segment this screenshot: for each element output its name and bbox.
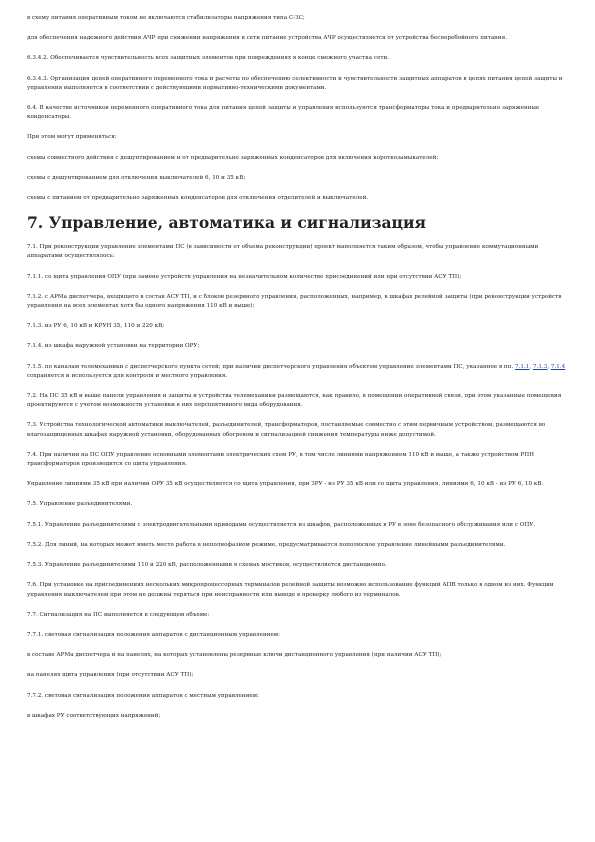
paragraph-scheme-1: схемы совместного действия с дешунтированием и от предварительно заряженных конденсаторов для включения короткозамыкателей; xyxy=(27,154,439,161)
paragraph-scheme-2: схемы с дешунтированием для отключения выключателей 6, 10 и 35 кВ; xyxy=(27,174,246,181)
paragraph-7-7-1: 7.7.1. световая сигнализация положения аппаратов с дистанционным управлением: xyxy=(27,631,281,638)
paragraph-7-6: 7.6. При установке на присоединениях нескольких микропроцессорных терминалов релейной защиты возможно использование функций АПВ только в одном из них. Функции управления выключателем при этом не должны теряться при неисправности или выводе в проверку любого из терминалов. xyxy=(27,582,554,598)
text-before-links: 7.1.5. по каналам телемеханики с диспетчерского пункта сетей; при наличии диспетчерского управления объектом управление элементами ПС, указанное в пп. xyxy=(27,363,516,370)
paragraph-7-1-1: 7.1.1. со щита управления ОПУ (при замене устройств управления на незначительном количестве присоединений или при отсутствии АСУ ТП); xyxy=(27,273,462,280)
paragraph-lines-35kv: Управление линиями 35 кВ при наличии ОРУ 35 кВ осуществляется со щита управления, при ЗРУ - из РУ 35 кВ или со щита управления, линиями 6, 10 кВ - из РУ 6, 10 кВ. xyxy=(27,481,544,488)
section-title: 7. Управление, автоматика и сигнализация xyxy=(27,213,426,233)
paragraph-may-apply: При этом могут применяться: xyxy=(27,134,117,141)
paragraph-7-5-2: 7.5.2. Для линий, на которых может иметь место работа в неполнофазном режиме, предусматривается пополюсное управление линейными разъединителями. xyxy=(27,541,506,548)
link-7-1-3[interactable]: 7.1.3 xyxy=(532,363,548,370)
paragraph-7-5: 7.5. Управление разъединителями. xyxy=(27,501,133,508)
paragraph-7-3: 7.3. Устройства технологической автоматики выключателей, разъединителей, трансформаторов, поставляемые совместно с этим первичным устройством, размещаются во влагозащищенных шкафах наружной установки, оборудованных обогревом и сигнализацией снижения температуры ниже допустимой. xyxy=(27,422,546,438)
paragraph-7-1: 7.1. При реконструкции управление элементами ПС (в зависимости от объема реконструкции) проект выполняется таким образом, чтобы управление коммутационными аппаратами осуществлялось: xyxy=(27,244,539,260)
paragraph-7-7: 7.7. Сигнализация на ПС выполняется в следующем объеме: xyxy=(27,611,210,618)
paragraph-7-1-3: 7.1.3. из РУ 6, 10 кВ и КРУН 35, 110 и 220 кВ; xyxy=(27,323,165,330)
paragraph-top-0: в схему питания оперативным током не включаются стабилизаторы напряжения типа С-ЗС; xyxy=(27,15,305,21)
paragraph-7-1-2: 7.1.2. с АРМа диспетчера, входящего в состав АСУ ТП, и с блоков резервного управления, расположенных, например, в шкафах релейной защиты (при реконструкции устройств управления на всех элементах хотя бы одного напряжения 110 кВ и выше); xyxy=(27,293,562,310)
link-separator: , xyxy=(529,363,533,370)
paragraph-arm: в составе АРМа диспетчера и на панелях, на которых установлены резервные ключи дистанционного управления (при наличии АСУ ТП); xyxy=(27,652,442,659)
paragraph-7-4: 7.4. При наличии на ПС ОПУ управление основными элементами электрических схем РУ, в том числе линиями напряжением 110 кВ и выше, а также устройством РПН трансформаторов производится со щита управления. xyxy=(27,451,535,468)
paragraph-panels: на панелях щита управления (при отсутствии АСУ ТП); xyxy=(27,672,194,679)
paragraph-6-4: 6.4. В качестве источников переменного оперативного тока для питания цепей защиты и управления используются трансформаторы тока и предварительно заряженные конденсаторы. xyxy=(27,105,540,121)
paragraph-ru-cabinets: в шкафах РУ соответствующих напряжений; xyxy=(27,712,161,719)
paragraph-7-5-1: 7.5.1. Управление разъединителями с электродвигательными приводами осуществляется из шкафов, расположенных в РУ в зоне безопасного обслуживания или с ОПУ. xyxy=(27,521,536,528)
paragraph-7-2: 7.2. На ПС 35 кВ и выше панели управления и защиты и устройства телемеханики размещаются, как правило, в помещении оперативной связи, при этом указанные помещения проектируются с учетом возможности установки в них перспективного вида оборудования. xyxy=(27,393,562,409)
paragraph-7-1-5 xyxy=(27,363,573,381)
link-7-1-1[interactable]: 7.1.1 xyxy=(515,363,530,370)
link-separator: , xyxy=(547,363,551,370)
paragraph-scheme-3: схемы с питанием от предварительно заряженных конденсаторов для отключения отделителей и выключателей. xyxy=(27,195,369,202)
paragraph-7-1-4: 7.1.4. из шкафа наружной установки на территории ОРУ; xyxy=(27,343,200,350)
paragraph-6-3-4-2: 6.3.4.2. Обеспечивается чувствительность всех защитных элементов при повреждениях в конце смежного участка сети. xyxy=(27,55,390,62)
paragraph-top-1: для обеспечения надежного действия АЧР при снижении напряжения в сети питание устройства АЧР осуществляется от устройства бесперебойного питания. xyxy=(27,35,508,42)
paragraph-7-5-3: 7.5.3. Управление разъединителями 110 и 220 кВ, расположенными в схемах мостиков, осуществляется дистанционно. xyxy=(27,562,387,569)
link-7-1-4[interactable]: 7.1.4 xyxy=(550,363,566,370)
paragraph-6-3-4-3: 6.3.4.3. Организация цепей оперативного переменного тока и расчеты по обеспечению селективности и чувствительности защитных аппаратов в цепях питания цепей защиты и управления выполняется в соответствии с действующими нормативно-техническими документами. xyxy=(27,75,563,91)
text-after-links: сохраняется и используется для контроля и местного управления. xyxy=(27,372,228,379)
paragraph-7-7-2: 7.7.2. световая сигнализация положения аппаратов с местным управлением: xyxy=(27,692,259,699)
